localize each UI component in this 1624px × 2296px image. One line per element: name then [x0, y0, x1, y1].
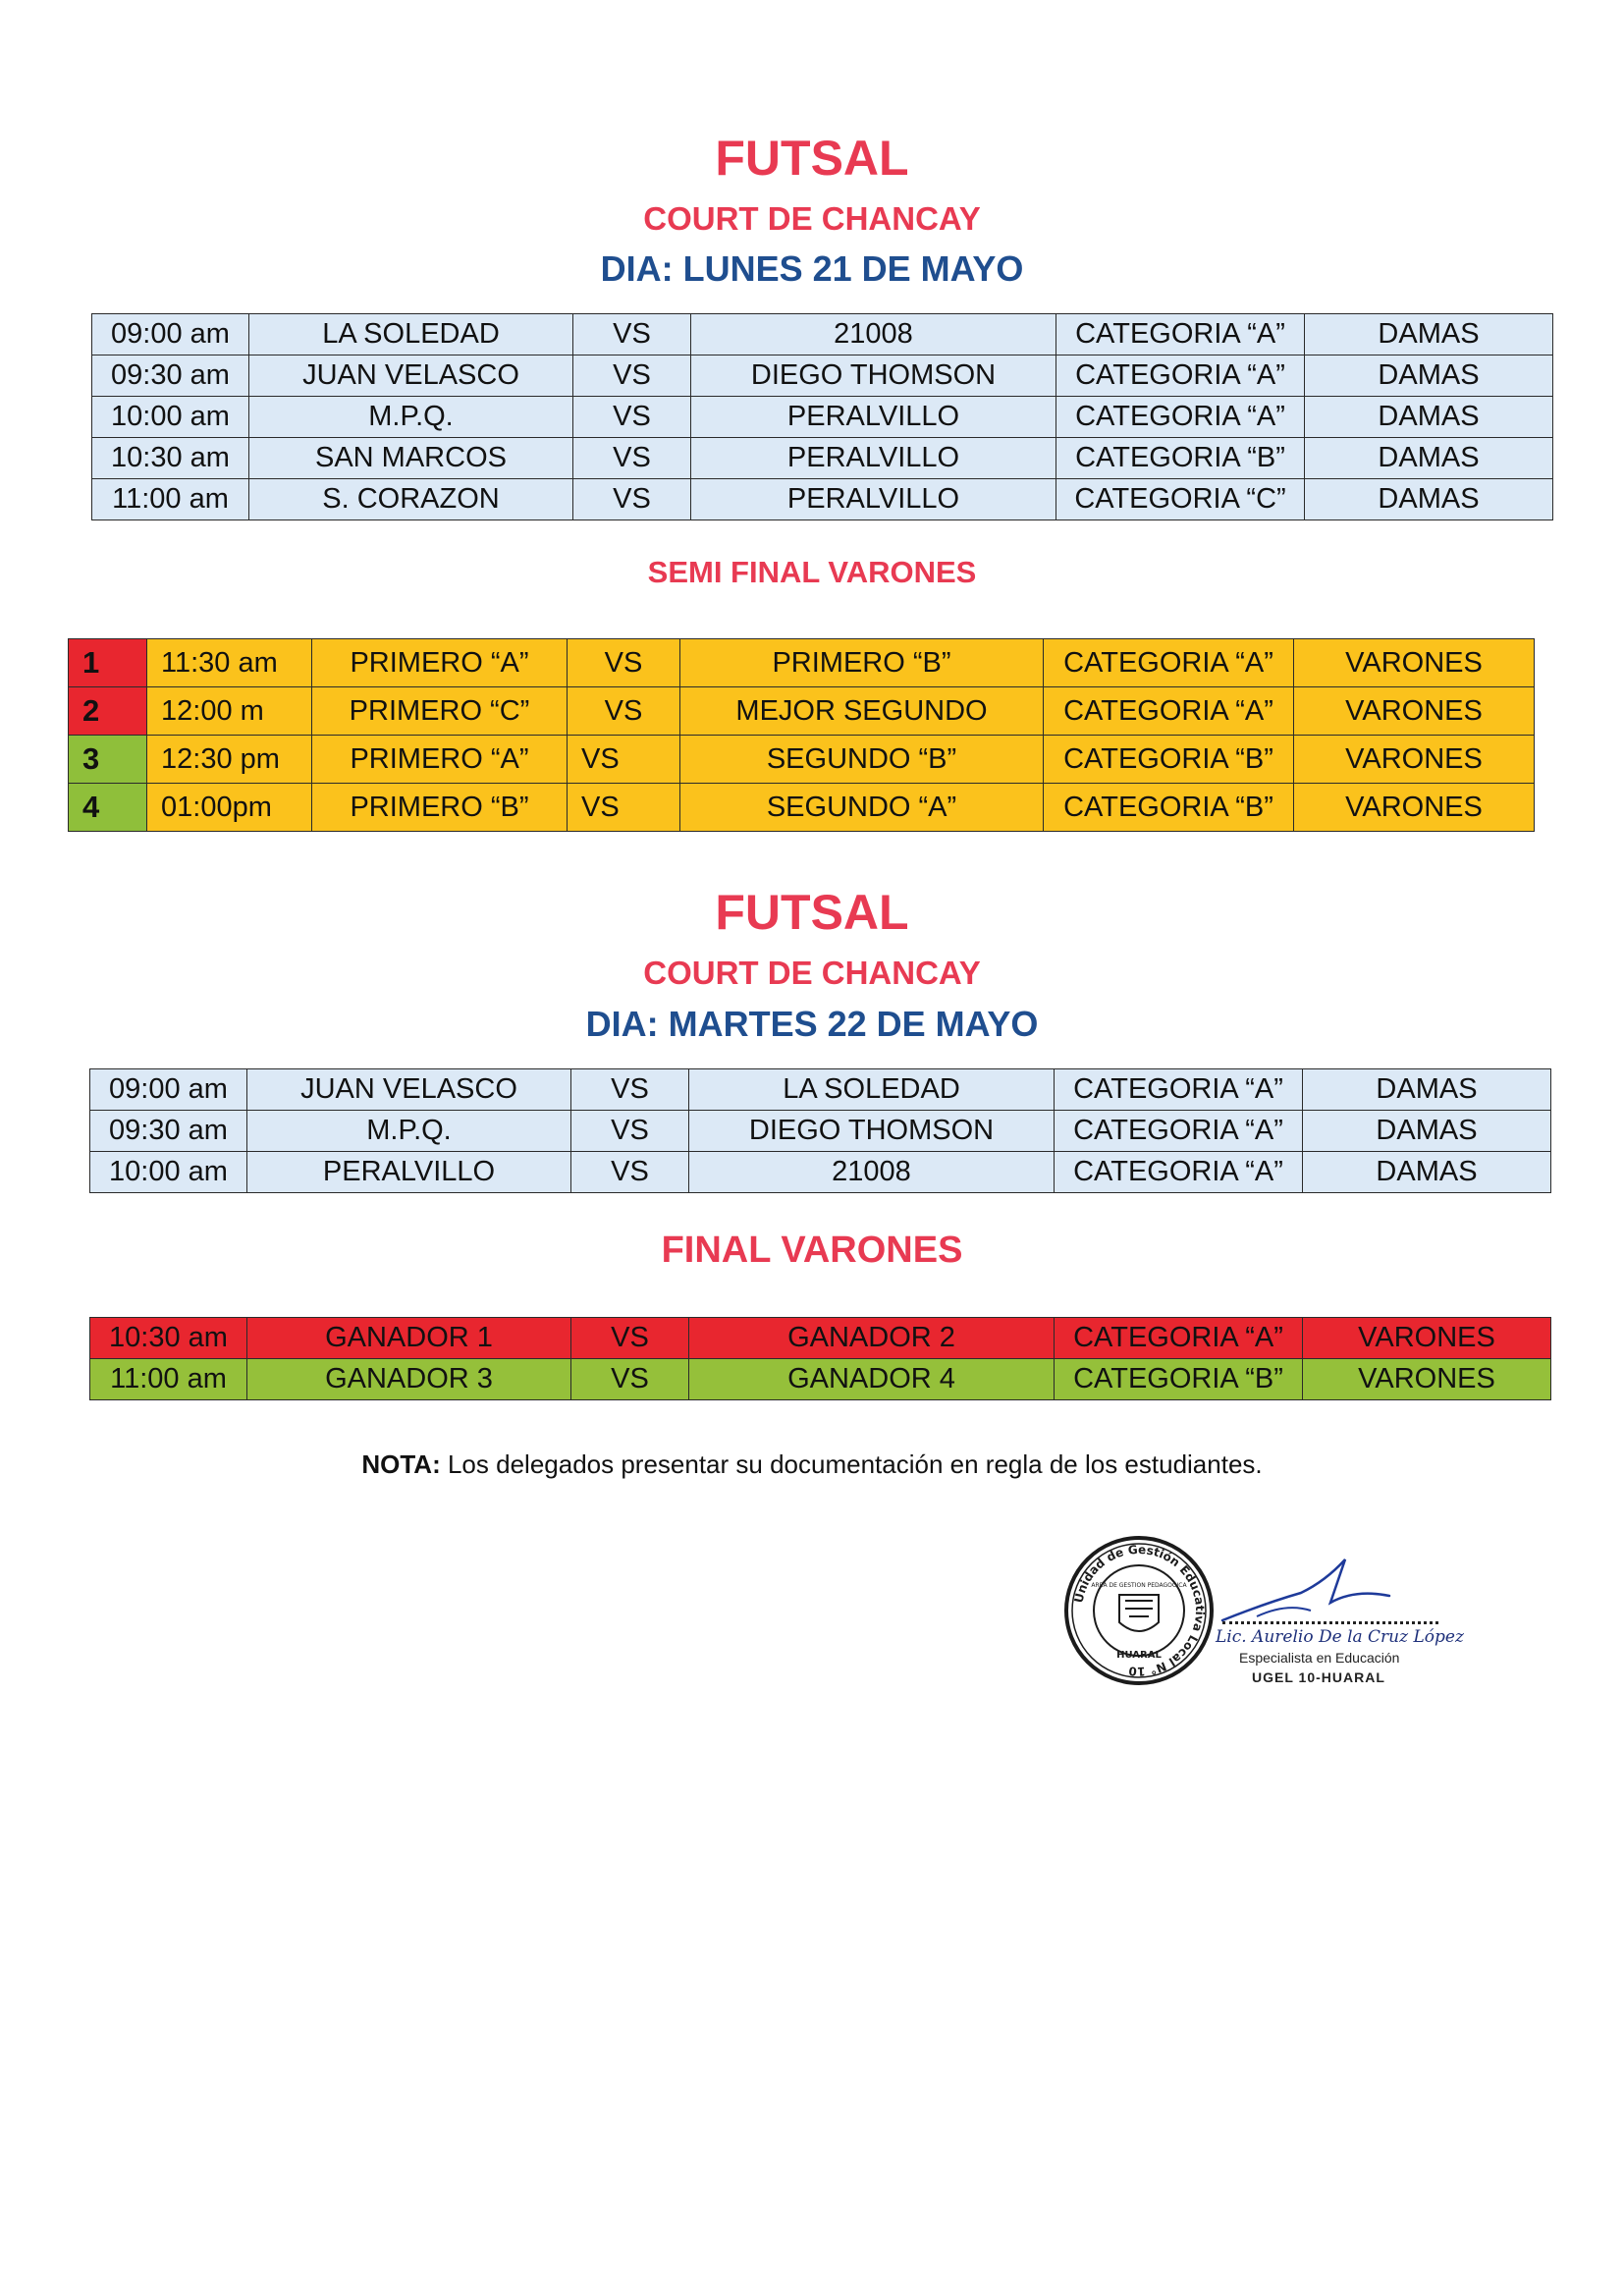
division-cell: VARONES	[1294, 687, 1535, 736]
time-cell: 10:30 am	[92, 438, 249, 479]
vs-cell: VS	[568, 784, 680, 832]
time-cell: 11:30 am	[147, 639, 312, 687]
day1-venue: COURT DE CHANCAY	[643, 200, 981, 237]
category-cell: CATEGORIA “B”	[1056, 438, 1305, 479]
table-row	[69, 687, 1535, 736]
day1-date: DIA: LUNES 21 DE MAYO	[600, 248, 1024, 289]
team-home-cell: LA SOLEDAD	[249, 314, 573, 355]
match-number-cell: 3	[69, 736, 147, 784]
match-number-cell: 4	[69, 784, 147, 832]
time-cell: 10:30 am	[90, 1318, 247, 1359]
team-away-cell: PERALVILLO	[691, 438, 1056, 479]
note	[0, 1449, 1624, 1480]
team-away-cell: GANADOR 2	[689, 1318, 1055, 1359]
semi-final-title: SEMI FINAL VARONES	[647, 555, 977, 589]
table-row	[90, 1359, 1551, 1400]
division-cell: DAMAS	[1305, 314, 1553, 355]
signature-line	[1222, 1621, 1438, 1624]
final-title: FINAL VARONES	[661, 1230, 963, 1271]
table-row	[92, 314, 1553, 355]
time-cell: 12:00 m	[147, 687, 312, 736]
category-cell: CATEGORIA “A”	[1044, 639, 1294, 687]
division-cell: DAMAS	[1303, 1111, 1551, 1152]
team-away-cell: LA SOLEDAD	[689, 1069, 1055, 1111]
table-row	[69, 736, 1535, 784]
match-number-cell: 1	[69, 639, 147, 687]
category-cell: CATEGORIA “A”	[1055, 1069, 1303, 1111]
division-cell: VARONES	[1294, 639, 1535, 687]
svg-text:Unidad de Gestión Educativa Lo: Unidad de Gestión Educativa Local N° 10	[1071, 1542, 1208, 1679]
category-cell: CATEGORIA “A”	[1056, 397, 1305, 438]
division-cell: VARONES	[1294, 784, 1535, 832]
day2-title: FUTSAL	[715, 885, 909, 940]
team-home-cell: PRIMERO “C”	[312, 687, 568, 736]
semi-final-table	[68, 638, 1535, 832]
team-home-cell: M.P.Q.	[247, 1111, 571, 1152]
vs-cell: VS	[571, 1359, 689, 1400]
team-home-cell: PRIMERO “A”	[312, 639, 568, 687]
day2-venue: COURT DE CHANCAY	[643, 955, 981, 991]
division-cell: DAMAS	[1305, 438, 1553, 479]
table-row	[69, 784, 1535, 832]
signatory-name: Lic. Aurelio De la Cruz López	[1216, 1627, 1464, 1647]
vs-cell: VS	[568, 639, 680, 687]
team-away-cell: MEJOR SEGUNDO	[680, 687, 1044, 736]
vs-cell: VS	[571, 1111, 689, 1152]
team-home-cell: SAN MARCOS	[249, 438, 573, 479]
time-cell: 11:00 am	[92, 479, 249, 520]
vs-cell: VS	[573, 314, 691, 355]
note-label: NOTA:	[361, 1449, 441, 1479]
time-cell: 09:00 am	[90, 1069, 247, 1111]
team-away-cell: DIEGO THOMSON	[691, 355, 1056, 397]
table-row	[90, 1318, 1551, 1359]
team-home-cell: PERALVILLO	[247, 1152, 571, 1193]
signatory-role: Especialista en Educación	[1239, 1650, 1400, 1666]
table-row	[90, 1069, 1551, 1111]
final-table	[89, 1317, 1551, 1400]
division-cell: DAMAS	[1305, 479, 1553, 520]
match-number-cell: 2	[69, 687, 147, 736]
division-cell: VARONES	[1303, 1359, 1551, 1400]
svg-text:HUARAL: HUARAL	[1116, 1650, 1162, 1661]
note-text: Los delegados presentar su documentación en regla de los estudiantes.	[440, 1449, 1263, 1479]
table-row	[69, 639, 1535, 687]
team-away-cell: PERALVILLO	[691, 479, 1056, 520]
team-away-cell: PERALVILLO	[691, 397, 1056, 438]
table-row	[92, 438, 1553, 479]
category-cell: CATEGORIA “B”	[1055, 1359, 1303, 1400]
time-cell: 12:30 pm	[147, 736, 312, 784]
day2-date: DIA: MARTES 22 DE MAYO	[585, 1004, 1039, 1044]
team-away-cell: 21008	[689, 1152, 1055, 1193]
division-cell: VARONES	[1303, 1318, 1551, 1359]
time-cell: 11:00 am	[90, 1359, 247, 1400]
category-cell: CATEGORIA “A”	[1056, 355, 1305, 397]
time-cell: 09:30 am	[92, 355, 249, 397]
time-cell: 09:30 am	[90, 1111, 247, 1152]
division-cell: DAMAS	[1303, 1069, 1551, 1111]
time-cell: 01:00pm	[147, 784, 312, 832]
team-home-cell: JUAN VELASCO	[247, 1069, 571, 1111]
category-cell: CATEGORIA “B”	[1044, 736, 1294, 784]
signature-scribble	[1218, 1552, 1394, 1630]
team-home-cell: GANADOR 1	[247, 1318, 571, 1359]
table-row	[90, 1111, 1551, 1152]
time-cell: 10:00 am	[92, 397, 249, 438]
vs-cell: VS	[568, 687, 680, 736]
team-home-cell: PRIMERO “A”	[312, 736, 568, 784]
category-cell: CATEGORIA “A”	[1056, 314, 1305, 355]
team-away-cell: PRIMERO “B”	[680, 639, 1044, 687]
table-row	[92, 479, 1553, 520]
team-away-cell: GANADOR 4	[689, 1359, 1055, 1400]
category-cell: CATEGORIA “A”	[1044, 687, 1294, 736]
team-away-cell: DIEGO THOMSON	[689, 1111, 1055, 1152]
vs-cell: VS	[571, 1152, 689, 1193]
division-cell: DAMAS	[1305, 397, 1553, 438]
category-cell: CATEGORIA “A”	[1055, 1152, 1303, 1193]
division-cell: DAMAS	[1303, 1152, 1551, 1193]
team-away-cell: 21008	[691, 314, 1056, 355]
day2-damas-table	[89, 1068, 1551, 1193]
category-cell: CATEGORIA “A”	[1055, 1111, 1303, 1152]
official-stamp	[1060, 1532, 1218, 1689]
vs-cell: VS	[573, 438, 691, 479]
vs-cell: VS	[573, 479, 691, 520]
vs-cell: VS	[568, 736, 680, 784]
table-row	[92, 397, 1553, 438]
team-home-cell: JUAN VELASCO	[249, 355, 573, 397]
signatory-org: UGEL 10-HUARAL	[1252, 1669, 1385, 1685]
vs-cell: VS	[573, 355, 691, 397]
team-home-cell: M.P.Q.	[249, 397, 573, 438]
category-cell: CATEGORIA “C”	[1056, 479, 1305, 520]
vs-cell: VS	[571, 1318, 689, 1359]
table-row	[92, 355, 1553, 397]
team-home-cell: PRIMERO “B”	[312, 784, 568, 832]
team-away-cell: SEGUNDO “A”	[680, 784, 1044, 832]
division-cell: DAMAS	[1305, 355, 1553, 397]
category-cell: CATEGORIA “A”	[1055, 1318, 1303, 1359]
day1-damas-table	[91, 313, 1553, 520]
table-row	[90, 1152, 1551, 1193]
division-cell: VARONES	[1294, 736, 1535, 784]
svg-text:AREA DE GESTION PEDAGOGICA: AREA DE GESTION PEDAGOGICA	[1091, 1582, 1187, 1589]
team-home-cell: GANADOR 3	[247, 1359, 571, 1400]
team-away-cell: SEGUNDO “B”	[680, 736, 1044, 784]
time-cell: 09:00 am	[92, 314, 249, 355]
team-home-cell: S. CORAZON	[249, 479, 573, 520]
day1-title: FUTSAL	[715, 131, 909, 186]
time-cell: 10:00 am	[90, 1152, 247, 1193]
category-cell: CATEGORIA “B”	[1044, 784, 1294, 832]
vs-cell: VS	[573, 397, 691, 438]
vs-cell: VS	[571, 1069, 689, 1111]
